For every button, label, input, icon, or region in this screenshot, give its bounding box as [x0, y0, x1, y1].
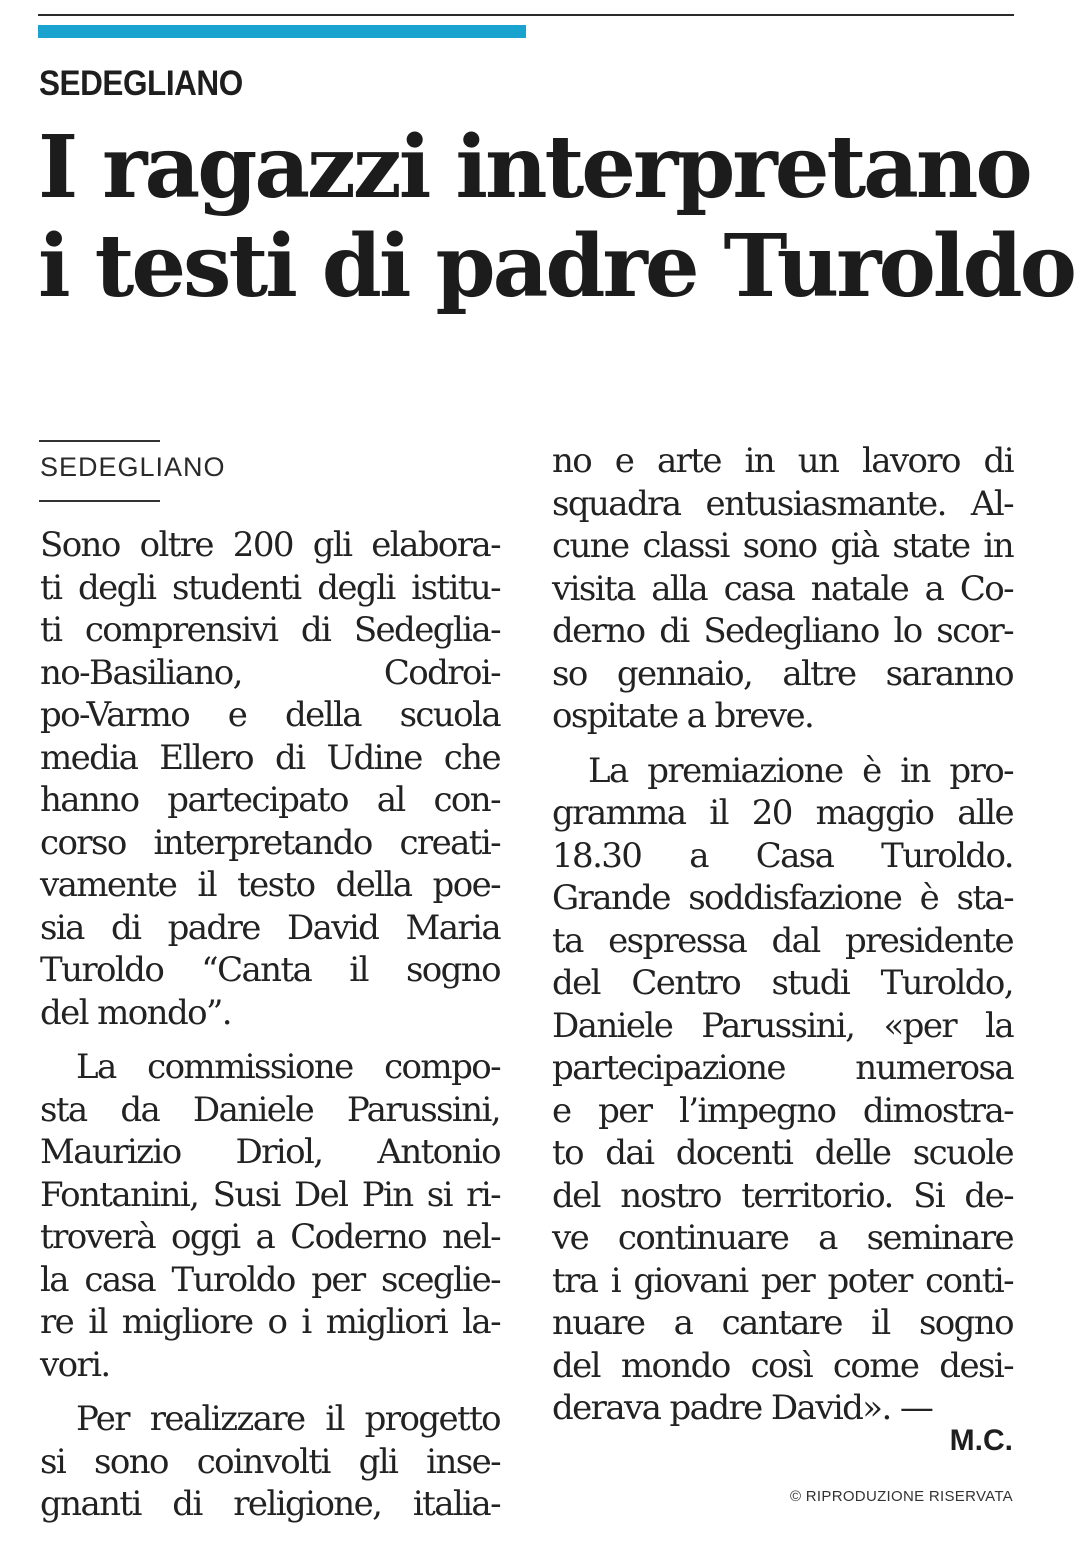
text-line: derava padre David». — [552, 1388, 933, 1428]
text-line: no-Basiliano, Codroi- [40, 652, 500, 693]
text-line: del Centro studi Turoldo, [552, 963, 1013, 1003]
article-body-left-column [40, 524, 500, 1526]
text-line: Maurizio Driol, Antonio [40, 1132, 500, 1172]
text-line: derno di Sedegliano lo scor- [552, 611, 1013, 651]
text-line: Per realizzare il progetto [76, 1399, 500, 1439]
dateline: SEDEGLIANO [40, 452, 226, 482]
paragraph-gap [40, 1386, 500, 1398]
text-line: Grande soddisfazione è sta- [552, 878, 1013, 918]
text-line: gramma il 20 maggio alle [552, 793, 1013, 833]
text-line: hanno partecipato al con- [40, 780, 500, 820]
text-line: ve continuare a seminare [552, 1218, 1013, 1258]
paragraph-gap [40, 1034, 500, 1046]
text-line: La commissione compo- [76, 1047, 500, 1087]
text-line: sia di padre David Maria [40, 907, 500, 948]
text-line: ospitate a breve. [552, 696, 814, 736]
text-line: Sono oltre 200 gli elabora- [40, 525, 500, 565]
text-line: la casa Turoldo per sceglie- [40, 1259, 500, 1300]
text-line: vori. [40, 1344, 110, 1385]
text-line: ti degli studenti degli istitu- [40, 567, 500, 608]
text-line: re il migliore o i migliori la- [40, 1302, 500, 1342]
text-line: ti comprensivi di Sedeglia- [40, 610, 500, 650]
author-signature: M.C. [949, 1424, 1013, 1457]
text-line: troverà oggi a Coderno nel- [40, 1217, 500, 1257]
text-line: gnanti di religione, italia- [40, 1484, 500, 1524]
text-line: 18.30 a Casa Turoldo. [552, 835, 1013, 876]
text-line: squadra entusiasmante. Al- [552, 483, 1013, 524]
text-line: tra i giovani per poter conti- [552, 1260, 1013, 1301]
text-line: so gennaio, altre saranno [552, 653, 1013, 694]
text-line: po-Varmo e della scuola [40, 695, 500, 735]
article-body-right-column [552, 440, 1013, 1430]
text-line: vamente il testo della poe- [40, 865, 500, 905]
headline-line-2: i testi di padre Turoldo [38, 216, 1074, 317]
headline-line-1: I ragazzi interpretano [38, 117, 1030, 218]
text-line: del mondo così come desi- [552, 1345, 1013, 1386]
text-line: sta da Daniele Parussini, [40, 1089, 500, 1130]
text-line: cune classi sono già state in [552, 526, 1013, 566]
text-line: visita alla casa natale a Co- [552, 568, 1013, 609]
headline [38, 117, 1074, 317]
section-kicker: SEDEGLIANO [39, 64, 243, 103]
text-line: to dai docenti delle scuole [552, 1133, 1013, 1173]
dateline-rule-bottom [39, 500, 160, 502]
text-line: del nostro territorio. Si de- [552, 1175, 1013, 1216]
text-line: no e arte in un lavoro di [552, 441, 1013, 481]
text-line: partecipazione numerosa [552, 1048, 1013, 1088]
text-line: Daniele Parussini, «per la [552, 1005, 1013, 1046]
text-line: e per l’impegno dimostra- [552, 1090, 1013, 1131]
text-line: del mondo”. [40, 992, 231, 1033]
text-line: ta espressa dal presidente [552, 920, 1013, 961]
paragraph-gap [552, 738, 1013, 750]
text-line: corso interpretando creati- [40, 822, 500, 863]
text-line: media Ellero di Udine che [40, 737, 500, 778]
text-line: nuare a cantare il sogno [552, 1303, 1013, 1343]
section-accent-bar [38, 25, 526, 38]
copyright-notice: © RIPRODUZIONE RISERVATA [789, 1488, 1013, 1505]
text-line: Fontanini, Susi Del Pin si ri- [40, 1174, 500, 1215]
text-line: si sono coinvolti gli inse- [40, 1441, 500, 1482]
text-line: La premiazione è in pro- [588, 750, 1013, 791]
top-rule [38, 14, 1014, 16]
text-line: Turoldo “Canta il sogno [40, 950, 500, 990]
dateline-rule-top [39, 440, 160, 442]
